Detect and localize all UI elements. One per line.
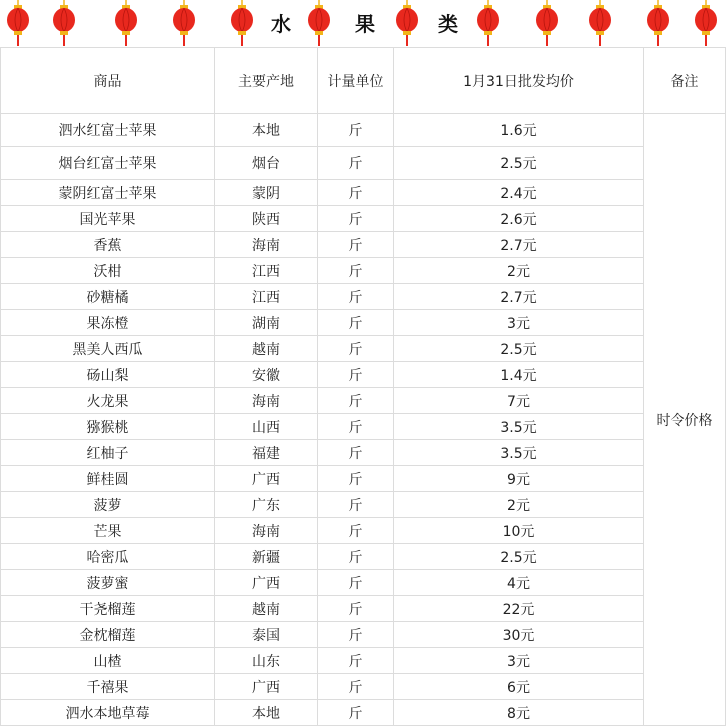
cell-origin: 泰国 <box>215 622 318 648</box>
cell-price: 2.5元 <box>394 336 644 362</box>
red-lantern-icon <box>114 0 138 47</box>
table-row <box>1 284 726 310</box>
red-lantern-icon <box>172 0 196 47</box>
cell-product: 芒果 <box>1 518 215 544</box>
cell-unit: 斤 <box>318 466 394 492</box>
cell-product: 猕猴桃 <box>1 414 215 440</box>
cell-unit: 斤 <box>318 622 394 648</box>
cell-product: 烟台红富士苹果 <box>1 147 215 180</box>
header-origin: 主要产地 <box>215 48 318 114</box>
table-row <box>1 336 726 362</box>
table-row <box>1 440 726 466</box>
cell-product: 金枕榴莲 <box>1 622 215 648</box>
table-row <box>1 674 726 700</box>
cell-product: 哈密瓜 <box>1 544 215 570</box>
cell-origin: 广西 <box>215 674 318 700</box>
header-price: 1月31日批发均价 <box>394 48 644 114</box>
cell-product: 干尧榴莲 <box>1 596 215 622</box>
cell-origin: 安徽 <box>215 362 318 388</box>
cell-unit: 斤 <box>318 180 394 206</box>
red-lantern-icon <box>535 0 559 47</box>
cell-price: 3.5元 <box>394 440 644 466</box>
cell-price: 2元 <box>394 258 644 284</box>
cell-origin: 陕西 <box>215 206 318 232</box>
cell-unit: 斤 <box>318 388 394 414</box>
cell-unit: 斤 <box>318 284 394 310</box>
cell-unit: 斤 <box>318 700 394 726</box>
cell-price: 8元 <box>394 700 644 726</box>
cell-unit: 斤 <box>318 544 394 570</box>
cell-origin: 湖南 <box>215 310 318 336</box>
table-row <box>1 180 726 206</box>
cell-price: 3元 <box>394 310 644 336</box>
cell-unit: 斤 <box>318 258 394 284</box>
cell-unit: 斤 <box>318 206 394 232</box>
cell-origin: 山东 <box>215 648 318 674</box>
cell-price: 2.5元 <box>394 544 644 570</box>
price-table <box>0 47 726 726</box>
cell-product: 红柚子 <box>1 440 215 466</box>
cell-product: 菠萝 <box>1 492 215 518</box>
cell-origin: 广东 <box>215 492 318 518</box>
cell-unit: 斤 <box>318 492 394 518</box>
cell-price: 4元 <box>394 570 644 596</box>
table-row <box>1 544 726 570</box>
table-row <box>1 147 726 180</box>
header-remark: 备注 <box>644 48 726 114</box>
cell-unit: 斤 <box>318 596 394 622</box>
cell-product: 蒙阴红富士苹果 <box>1 180 215 206</box>
cell-unit: 斤 <box>318 440 394 466</box>
cell-price: 2.5元 <box>394 147 644 180</box>
cell-unit: 斤 <box>318 336 394 362</box>
table-row <box>1 492 726 518</box>
title-char: 水 <box>271 12 291 36</box>
cell-unit: 斤 <box>318 362 394 388</box>
red-lantern-icon <box>230 0 254 47</box>
cell-price: 2元 <box>394 492 644 518</box>
cell-origin: 越南 <box>215 596 318 622</box>
red-lantern-icon <box>6 0 30 47</box>
red-lantern-icon <box>646 0 670 47</box>
table-row <box>1 466 726 492</box>
table-row <box>1 648 726 674</box>
cell-remark: 时令价格 <box>644 114 726 726</box>
table-row <box>1 414 726 440</box>
cell-product: 山楂 <box>1 648 215 674</box>
header-unit: 计量单位 <box>318 48 394 114</box>
header-product: 商品 <box>1 48 215 114</box>
cell-unit: 斤 <box>318 674 394 700</box>
cell-product: 果冻橙 <box>1 310 215 336</box>
cell-unit: 斤 <box>318 570 394 596</box>
cell-origin: 海南 <box>215 388 318 414</box>
cell-price: 2.6元 <box>394 206 644 232</box>
cell-origin: 山西 <box>215 414 318 440</box>
cell-origin: 蒙阴 <box>215 180 318 206</box>
cell-price: 9元 <box>394 466 644 492</box>
title-banner <box>0 0 728 47</box>
cell-price: 1.6元 <box>394 114 644 147</box>
red-lantern-icon <box>476 0 500 47</box>
cell-price: 6元 <box>394 674 644 700</box>
cell-product: 泗水红富士苹果 <box>1 114 215 147</box>
cell-price: 3元 <box>394 648 644 674</box>
title-char: 类 <box>438 12 458 36</box>
cell-unit: 斤 <box>318 518 394 544</box>
red-lantern-icon <box>307 0 331 47</box>
cell-unit: 斤 <box>318 114 394 147</box>
table-row <box>1 700 726 726</box>
cell-product: 国光苹果 <box>1 206 215 232</box>
cell-unit: 斤 <box>318 414 394 440</box>
table-row <box>1 206 726 232</box>
table-row <box>1 518 726 544</box>
table-row <box>1 388 726 414</box>
cell-price: 2.4元 <box>394 180 644 206</box>
cell-product: 菠萝蜜 <box>1 570 215 596</box>
cell-price: 2.7元 <box>394 284 644 310</box>
cell-origin: 江西 <box>215 284 318 310</box>
table-row <box>1 258 726 284</box>
cell-product: 火龙果 <box>1 388 215 414</box>
cell-price: 1.4元 <box>394 362 644 388</box>
cell-origin: 新疆 <box>215 544 318 570</box>
cell-unit: 斤 <box>318 310 394 336</box>
table-row <box>1 362 726 388</box>
cell-origin: 福建 <box>215 440 318 466</box>
cell-product: 沃柑 <box>1 258 215 284</box>
cell-product: 砂糖橘 <box>1 284 215 310</box>
cell-origin: 广西 <box>215 466 318 492</box>
table-row <box>1 114 726 147</box>
cell-unit: 斤 <box>318 648 394 674</box>
cell-unit: 斤 <box>318 147 394 180</box>
cell-product: 香蕉 <box>1 232 215 258</box>
title-char: 果 <box>355 12 375 36</box>
cell-origin: 本地 <box>215 700 318 726</box>
cell-product: 泗水本地草莓 <box>1 700 215 726</box>
cell-origin: 越南 <box>215 336 318 362</box>
table-row <box>1 310 726 336</box>
red-lantern-icon <box>588 0 612 47</box>
cell-origin: 本地 <box>215 114 318 147</box>
cell-origin: 海南 <box>215 232 318 258</box>
cell-origin: 江西 <box>215 258 318 284</box>
red-lantern-icon <box>52 0 76 47</box>
cell-unit: 斤 <box>318 232 394 258</box>
table-row <box>1 596 726 622</box>
cell-price: 3.5元 <box>394 414 644 440</box>
cell-product: 黑美人西瓜 <box>1 336 215 362</box>
cell-price: 22元 <box>394 596 644 622</box>
table-row <box>1 570 726 596</box>
cell-origin: 海南 <box>215 518 318 544</box>
table-header-row <box>1 48 726 114</box>
table-row <box>1 622 726 648</box>
cell-origin: 广西 <box>215 570 318 596</box>
cell-product: 千禧果 <box>1 674 215 700</box>
table-row <box>1 232 726 258</box>
cell-origin: 烟台 <box>215 147 318 180</box>
cell-price: 7元 <box>394 388 644 414</box>
red-lantern-icon <box>694 0 718 47</box>
cell-product: 鲜桂圆 <box>1 466 215 492</box>
cell-price: 2.7元 <box>394 232 644 258</box>
cell-price: 30元 <box>394 622 644 648</box>
cell-price: 10元 <box>394 518 644 544</box>
cell-product: 砀山梨 <box>1 362 215 388</box>
red-lantern-icon <box>395 0 419 47</box>
